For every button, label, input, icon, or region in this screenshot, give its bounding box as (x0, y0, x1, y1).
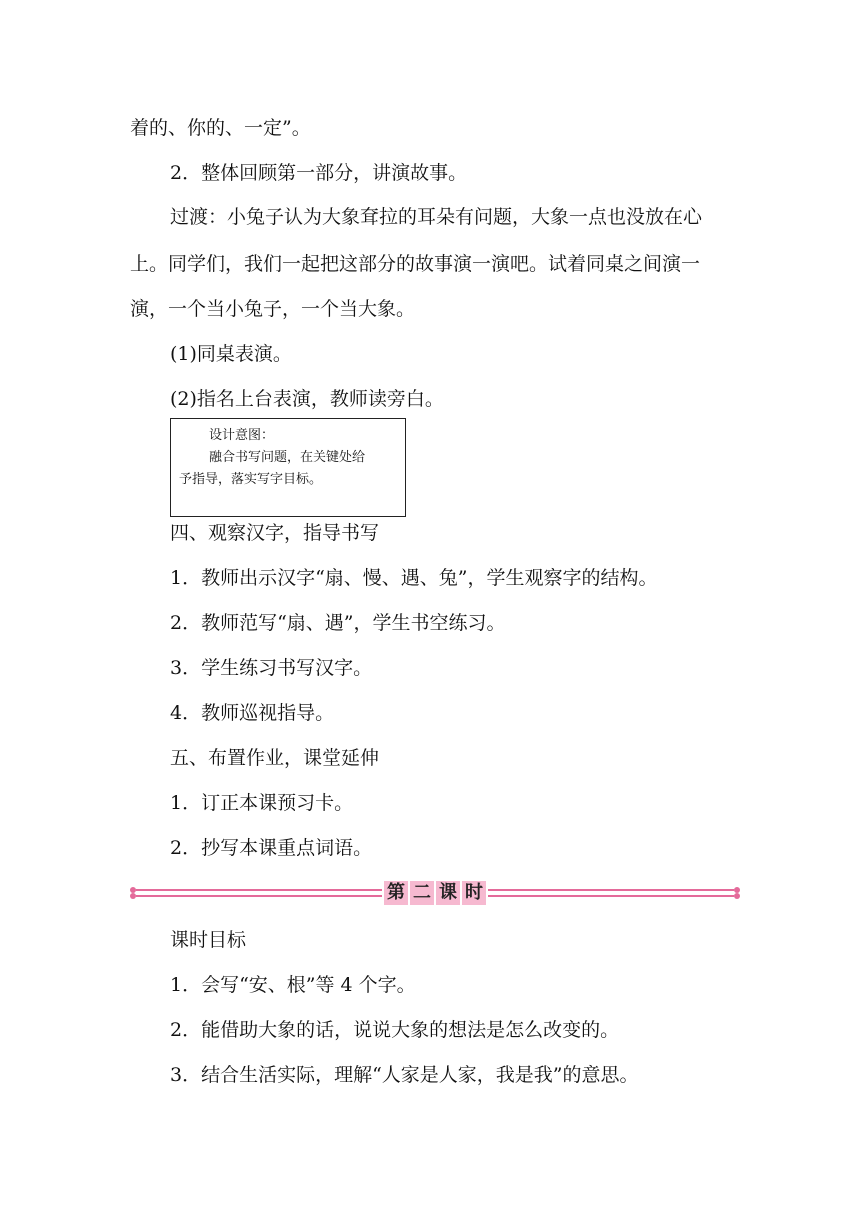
section-4-item-1: 1．教师出示汉字“扇、慢、遇、兔”，学生观察字的结构。 (170, 567, 658, 589)
section-4-item-2: 2．教师范写“扇、遇”，学生书空练习。 (170, 612, 506, 634)
section-5-item-1: 1．订正本课预习卡。 (170, 792, 354, 814)
goal-item-1: 1．会写“安、根”等 4 个字。 (170, 974, 416, 996)
section-5-item-2: 2．抄写本课重点词语。 (170, 837, 373, 859)
lesson-title-char-4: 时 (462, 881, 486, 905)
lesson-title-char-2: 二 (410, 881, 434, 905)
design-intent-line-2: 予指导，落实写字目标。 (179, 472, 323, 487)
lesson-title (382, 881, 488, 905)
divider-dot-left-bottom (130, 893, 136, 899)
divider-dot-right-bottom (734, 893, 740, 899)
goal-item-3: 3．结合生活实际，理解“人家是人家，我是我”的意思。 (170, 1064, 639, 1086)
transition-line-3: 演，一个当小兔子，一个当大象。 (130, 298, 416, 320)
lesson-title-char-3: 课 (436, 881, 460, 905)
goal-item-2: 2．能借助大象的话，说说大象的想法是怎么改变的。 (170, 1019, 620, 1041)
section-4-heading: 四、观察汉字，指导书写 (170, 522, 380, 544)
section-5-heading: 五、布置作业，课堂延伸 (170, 747, 380, 769)
design-intent-box (170, 418, 406, 517)
lesson-divider (130, 881, 740, 905)
paragraph-continuation: 着的、你的、一定”。 (130, 117, 311, 139)
sub-step-2: (2)指名上台表演，教师读旁白。 (170, 388, 444, 410)
lesson-title-char-1: 第 (384, 881, 408, 905)
section-4-item-3: 3．学生练习书写汉字。 (170, 657, 373, 679)
section-4-item-4: 4．教师巡视指导。 (170, 702, 335, 724)
step-2-heading: 2．整体回顾第一部分，讲演故事。 (170, 162, 468, 184)
design-intent-title: 设计意图： (209, 428, 275, 443)
design-intent-line-1: 融合书写问题，在关键处给 (209, 450, 366, 465)
goals-heading: 课时目标 (170, 929, 247, 951)
transition-line-1: 过渡：小兔子认为大象耷拉的耳朵有问题，大象一点也没放在心 (170, 206, 703, 228)
transition-line-2: 上。同学们，我们一起把这部分的故事演一演吧。试着同桌之间演一 (130, 253, 701, 275)
sub-step-1: (1)同桌表演。 (170, 343, 292, 365)
